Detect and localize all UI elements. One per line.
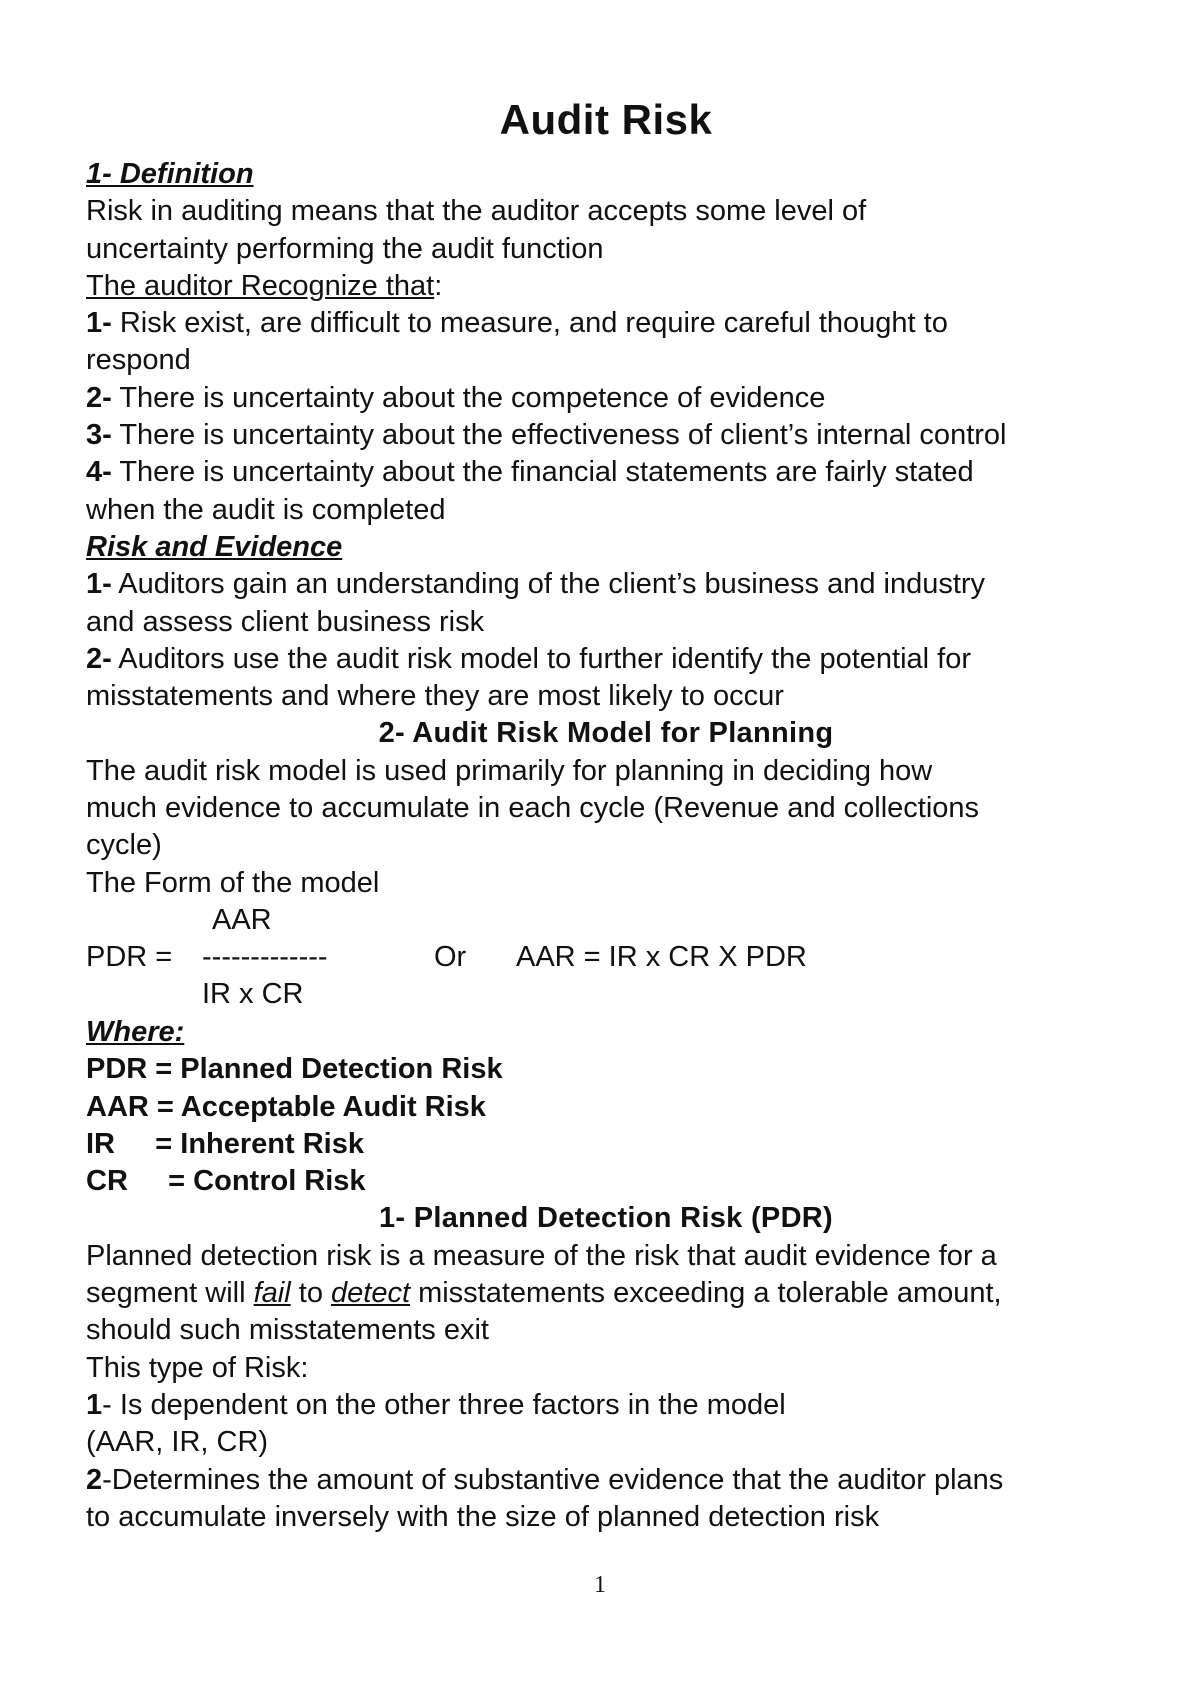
risk-evidence-item-2 bbox=[86, 641, 1126, 678]
definition-text-line-1: Risk in auditing means that the auditor accepts some level of bbox=[86, 195, 867, 228]
item-text: -Determines the amount of substantive evidence that the auditor plans bbox=[102, 1463, 1004, 1496]
formula-lhs: PDR = bbox=[86, 940, 173, 973]
item-number: 1 bbox=[86, 1388, 103, 1421]
pdr-text-b: to bbox=[290, 1277, 332, 1310]
pdr-text-line-3: should such misstatements exit bbox=[86, 1314, 489, 1347]
item-number: 1- bbox=[86, 307, 112, 340]
item-text: Risk exist, are difficult to measure, and require careful thought to bbox=[111, 307, 948, 340]
page-number: 1 bbox=[594, 1572, 606, 1598]
formula-or: Or bbox=[434, 940, 467, 973]
item-number: 3- bbox=[86, 419, 112, 452]
document-title: Audit Risk bbox=[499, 96, 713, 143]
formula-fraction-bar: ------------- bbox=[202, 940, 328, 973]
recognize-line bbox=[86, 268, 1126, 305]
model-paragraph-line-2: much evidence to accumulate in each cycle (Revenue and collections bbox=[86, 792, 980, 825]
pdr-item-2-cont: to accumulate inversely with the size of planned detection risk bbox=[86, 1500, 880, 1533]
formula-numerator: AAR bbox=[212, 903, 272, 936]
definition-ir: IR = Inherent Risk bbox=[86, 1127, 364, 1160]
where-heading: Where: bbox=[86, 1015, 185, 1048]
item-text: - Is dependent on the other three factors in the model bbox=[102, 1388, 786, 1421]
item-text: Auditors gain an understanding of the client’s business and industry bbox=[111, 568, 986, 601]
item-number: 2 bbox=[86, 1463, 103, 1496]
definition-item-1 bbox=[86, 305, 1126, 342]
audit-risk-model-heading: 2- Audit Risk Model for Planning bbox=[378, 717, 834, 750]
definition-text-line-2: uncertainty performing the audit function bbox=[86, 232, 604, 265]
definition-item-1-cont: respond bbox=[86, 344, 191, 377]
definition-item-2 bbox=[86, 380, 1126, 417]
risk-evidence-item-2-cont: misstatements and where they are most likely to occur bbox=[86, 680, 784, 713]
risk-evidence-heading: Risk and Evidence bbox=[86, 530, 343, 563]
model-paragraph-line-1: The audit risk model is used primarily for planning in deciding how bbox=[86, 754, 933, 787]
item-text: There is uncertainty about the effectiveness of client’s internal control bbox=[111, 419, 1007, 452]
item-text: Auditors use the audit risk model to further identify the potential for bbox=[111, 642, 971, 675]
item-number: 1- bbox=[86, 568, 112, 601]
pdr-text-c: misstatements exceeding a tolerable amount, bbox=[410, 1277, 1002, 1310]
item-text: There is uncertainty about the competence of evidence bbox=[111, 381, 826, 414]
recognize-label: The auditor Recognize that bbox=[86, 269, 435, 302]
document-page bbox=[86, 88, 1126, 1536]
item-text: There is uncertainty about the financial statements are fairly stated bbox=[111, 456, 974, 489]
risk-type-label: This type of Risk: bbox=[86, 1351, 309, 1384]
definition-item-3 bbox=[86, 417, 1126, 454]
item-number: 4- bbox=[86, 456, 112, 489]
model-paragraph-line-3: cycle) bbox=[86, 829, 162, 862]
formula-alternative: AAR = IR x CR X PDR bbox=[516, 940, 807, 973]
definition-item-4 bbox=[86, 454, 1126, 491]
pdr-text-a: segment will bbox=[86, 1277, 254, 1310]
pdr-text-line-1: Planned detection risk is a measure of the risk that audit evidence for a bbox=[86, 1239, 997, 1272]
fail-word: fail bbox=[253, 1277, 291, 1310]
detect-word: detect bbox=[331, 1277, 411, 1310]
definition-heading: 1- Definition bbox=[86, 158, 254, 190]
pdr-item-2 bbox=[86, 1462, 1126, 1499]
pdr-item-1-cont: (AAR, IR, CR) bbox=[86, 1426, 269, 1459]
model-form-label: The Form of the model bbox=[86, 866, 380, 899]
pdr-heading: 1- Planned Detection Risk (PDR) bbox=[378, 1202, 834, 1235]
recognize-colon: : bbox=[434, 269, 443, 302]
risk-evidence-item-1 bbox=[86, 566, 1126, 603]
definition-pdr: PDR = Planned Detection Risk bbox=[86, 1053, 503, 1086]
pdr-text-line-2 bbox=[86, 1275, 1126, 1312]
item-number: 2- bbox=[86, 642, 112, 675]
risk-evidence-item-1-cont: and assess client business risk bbox=[86, 605, 485, 638]
definition-aar: AAR = Acceptable Audit Risk bbox=[86, 1090, 486, 1123]
formula-denominator: IR x CR bbox=[202, 977, 304, 1010]
definition-cr: CR = Control Risk bbox=[86, 1165, 366, 1198]
pdr-item-1 bbox=[86, 1387, 1126, 1424]
risk-formula bbox=[86, 902, 1126, 1014]
definition-item-4-cont: when the audit is completed bbox=[86, 493, 446, 526]
item-number: 2- bbox=[86, 381, 112, 414]
